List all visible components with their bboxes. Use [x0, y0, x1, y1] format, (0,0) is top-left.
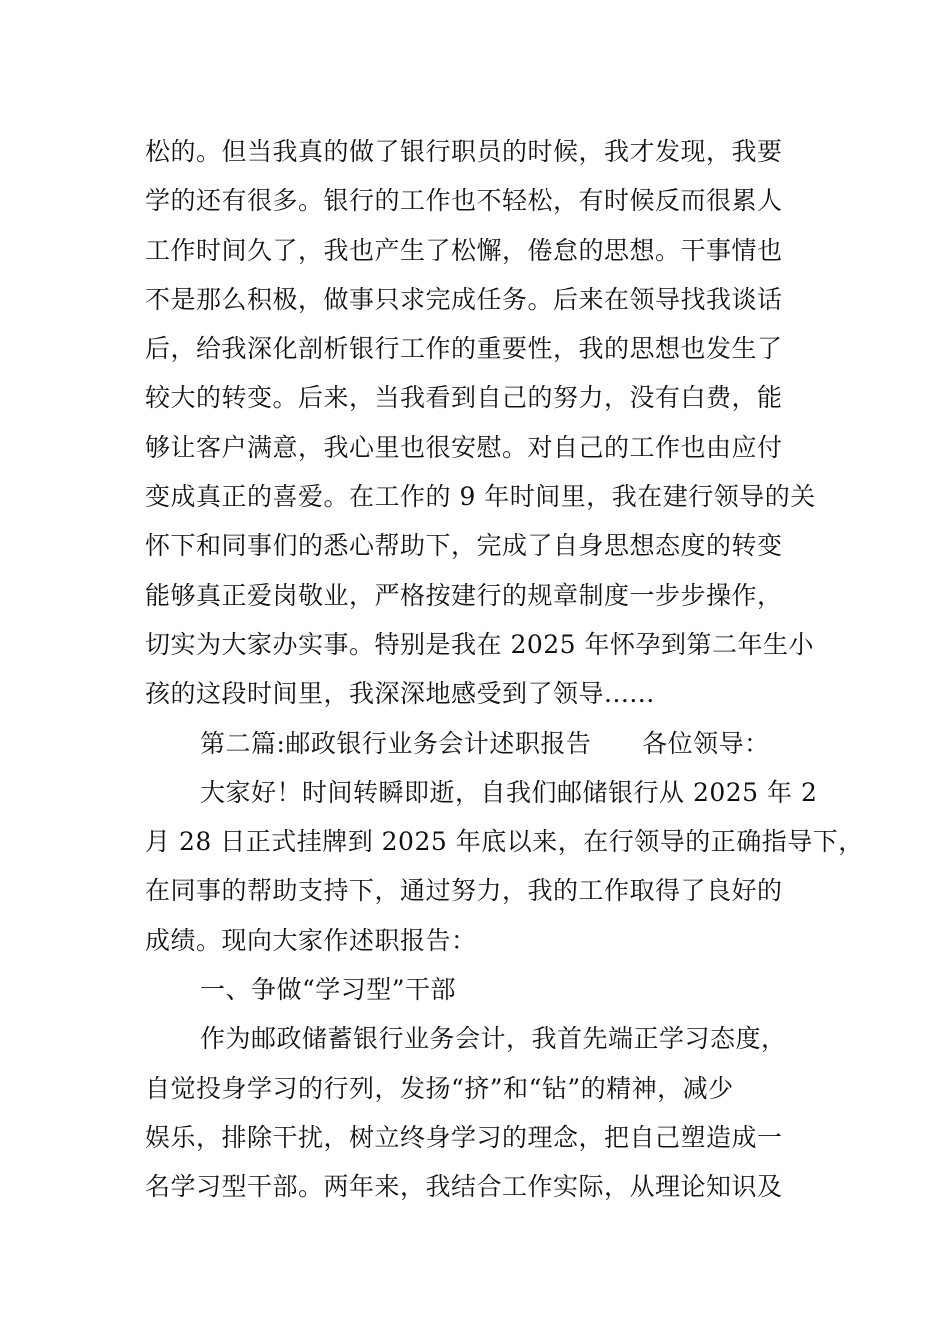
text-line: 怀下和同事们的悉心帮助下，完成了自身思想态度的转变: [145, 531, 783, 561]
text-line: 自觉投身学习的行列，发扬“挤”和“钻”的精神，减少: [145, 1073, 734, 1103]
text-line: 松的。但当我真的做了银行职员的时候，我才发现，我要: [145, 137, 783, 166]
text-line: 名学习型干部。两年来，我结合工作实际，从理论知识及: [145, 1172, 783, 1202]
document-body: [145, 127, 864, 1212]
text-line: 切实为大家办实事。特别是我在 2025 年怀孕到第二年生小: [145, 629, 815, 659]
text-line: 变成真正的喜爱。在工作的 9 年时间里，我在建行领导的关: [145, 482, 816, 512]
text-line: 不是那么积极，做事只求完成任务。后来在领导找我谈话: [145, 284, 783, 314]
text-line: 够让客户满意，我心里也很安慰。对自己的工作也由应付: [145, 432, 783, 462]
text-line: 第二篇:邮政银行业务会计述职报告 各位领导：: [200, 728, 770, 758]
text-line: 后，给我深化剖析银行工作的重要性，我的思想也发生了: [145, 334, 783, 364]
text-line: 成绩。现向大家作述职报告：: [145, 925, 477, 955]
text-line: 作为邮政储蓄银行业务会计，我首先端正学习态度，: [200, 1024, 787, 1054]
text-line: 工作时间久了，我也产生了松懈，倦怠的思想。干事情也: [145, 235, 783, 265]
text-line: 大家好！时间转瞬即逝，自我们邮储银行从 2025 年 2: [200, 777, 818, 807]
text-line: 能够真正爱岗敬业，严格按建行的规章制度一步步操作，: [145, 580, 783, 610]
text-line: 娱乐，排除干扰，树立终身学习的理念，把自己塑造成一: [145, 1122, 783, 1152]
text-line: 一、争做“学习型”干部: [200, 975, 457, 1005]
text-line: 月 28 日正式挂牌到 2025 年底以来，在行领导的正确指导下，: [145, 827, 864, 857]
text-line: 孩的这段时间里，我深深地感受到了领导......: [145, 679, 655, 709]
text-line: 学的还有很多。银行的工作也不轻松，有时候反而很累人: [145, 186, 783, 216]
text-line: 较大的转变。后来，当我看到自己的努力，没有白费，能: [145, 383, 783, 413]
text-line: 在同事的帮助支持下，通过努力，我的工作取得了良好的: [145, 876, 783, 906]
